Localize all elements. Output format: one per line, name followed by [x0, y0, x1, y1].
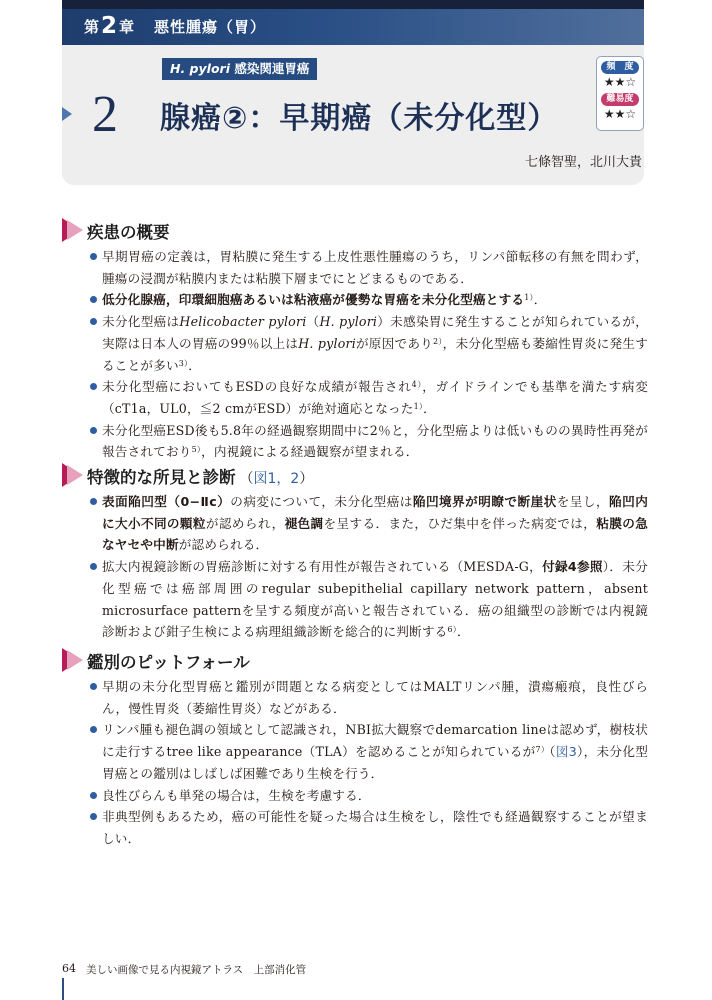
bullet-text: ）未感染胃に発生することが知られているが，実際は日本人の胃癌の99％以上は [102, 314, 649, 351]
list-item [102, 719, 648, 784]
bullet-text: ），未分化型胃癌との鑑別はしばしば困難であり生検を行う． [102, 744, 649, 781]
bullet-text: リンパ腫も褪色調の領域として認識され，NBI拡大観察でdemarcation lineは認めず，樹枝状に走行するtree like appearance（TLA）を認めることが知られているが [102, 722, 649, 760]
section-arrow-icon [62, 107, 72, 121]
bullet-text: ，未分化型癌も萎縮性胃炎に発生することが多い [102, 335, 649, 373]
bullet-text: 早期の未分化型胃癌と鑑別が問題となる病変としてはMALTリンパ腫，潰瘍瘢痕，良性びらん，慢性胃炎（萎縮性胃炎）などがある． [102, 679, 648, 716]
page-number: 64 [62, 962, 76, 975]
list-item [102, 246, 648, 289]
bullet-list [62, 246, 648, 463]
section-heading [62, 463, 648, 487]
list-item [102, 491, 648, 556]
heading-triangle-highlight-icon [67, 220, 83, 240]
section-heading [62, 648, 648, 672]
bullet-text: を呈する．また，ひだ集中を伴った病変では， [323, 515, 597, 531]
italic-text: H. pylori [319, 314, 378, 330]
chapter-number: 2 [101, 13, 118, 39]
list-item [102, 785, 648, 807]
bullet-text: （ [306, 314, 320, 330]
bullet-bold-text: 低分化腺癌，印環細胞癌あるいは粘液癌が優勢な胃癌を未分化型癌とする [102, 292, 525, 308]
citation: 1） [413, 401, 424, 411]
section-pitfalls [62, 648, 648, 850]
section-findings [62, 463, 648, 643]
section-number: 2 [92, 86, 118, 143]
topic-italic: H. pylori [170, 61, 230, 76]
section-heading [62, 218, 648, 242]
topic-rest: 感染関連胃癌 [234, 61, 310, 76]
difficulty-stars-icon: ★★☆ [603, 107, 637, 121]
footer-rule [62, 978, 64, 1000]
bullet-bold-text: 表面陥凹型（0−Ⅱc） [102, 494, 231, 509]
list-item [102, 420, 648, 463]
section-title [87, 464, 313, 488]
citation: 1） [524, 293, 534, 303]
italic-text: H. pylori [298, 335, 356, 351]
ref-bracket: （ [239, 471, 254, 487]
citation: 5） [191, 445, 202, 455]
bullet-text: 未分化型癌ESD後も5.8年の経過観察期間中に2％と，分化型癌よりは低いものの異時性再発が報告されており [102, 422, 648, 460]
bullet-text: ． [188, 357, 202, 373]
citation: 6） [447, 625, 457, 635]
heading-triangle-highlight-icon [67, 465, 83, 485]
bullet-text: が認められる． [178, 537, 269, 553]
bullet-text: （ [549, 744, 556, 760]
chapter-label [84, 12, 266, 38]
citation: 2） [433, 336, 443, 346]
difficulty-label: 難易度 [601, 93, 639, 106]
bullet-text: が認められ， [205, 515, 285, 531]
bullet-text: ）．未分化型癌では癌部周囲のregular subepithelial capillary network pattern，absent microsurface patternを呈する頻度が高いと報告されている．癌の組織型の診断では内視鏡診断および鉗子生検による病理組織診断を総合的に判断する [102, 559, 648, 640]
list-item [102, 806, 648, 849]
bullet-text: 早期胃癌の定義は，胃粘膜に発生する上皮性悪性腫瘍のうち，リンパ節転移の有無を問わず，腫瘍の浸潤が粘膜内または粘膜下層までにとどまるものである． [102, 249, 648, 286]
title-panel [62, 45, 644, 185]
bullet-text: ． [533, 292, 547, 308]
section-title: 疾患の概要 [87, 223, 170, 242]
bullet-bold-text: 粘膜の急なヤセや中断 [102, 515, 648, 553]
chapter-suffix: 章 [119, 18, 135, 36]
figure-link[interactable]: 図3 [555, 744, 577, 760]
bullet-bold-text: 褪色調 [284, 515, 324, 531]
bullet-bold-text: 陥凹境界が明瞭で断崖状 [412, 494, 557, 509]
bullet-text: 非典型例もあるため，癌の可能性を疑った場合は生検をし，陰性でも経過観察することが望ましい． [102, 809, 648, 846]
bullet-text: ． [423, 400, 436, 416]
section-overview [62, 218, 648, 463]
figure-link[interactable]: 図1，2 [253, 471, 300, 487]
list-item [102, 311, 648, 376]
ref-bracket: ） [299, 471, 314, 487]
topic-badge [162, 58, 317, 80]
bullet-text: 未分化型癌においてもESDの良好な成績が報告され [102, 379, 412, 395]
bullet-text: が原因であり [355, 335, 434, 351]
bullet-text: ，ガイドラインでも基準を満たす病変（cT1a，UL0，≦2 cmがESD）が絶対適応となった [102, 379, 648, 416]
section-title-text: 特徴的な所見と診断 [87, 468, 236, 487]
bullet-text: ． [456, 624, 470, 640]
chapter-header-bar [62, 0, 644, 45]
bullet-text: 拡大内視鏡診断の胃癌診断に対する有用性が報告されている（MESDA-G， [102, 559, 543, 575]
page-title: 腺癌②：早期癌（未分化型） [160, 101, 559, 136]
rating-box [596, 56, 644, 131]
list-item [102, 676, 648, 719]
frequency-label: 頻 度 [601, 61, 639, 74]
heading-triangle-highlight-icon [67, 650, 83, 670]
italic-text: Helicobacter pylori [179, 314, 307, 330]
bullet-text: を呈し， [556, 494, 610, 509]
bullet-list [62, 676, 648, 850]
bullet-list [62, 491, 648, 643]
list-item [102, 556, 648, 643]
figure-reference [240, 471, 314, 487]
citation: 4） [411, 380, 423, 390]
appendix-link[interactable]: 付録4参照 [542, 559, 603, 575]
list-item [102, 376, 648, 419]
book-title: 美しい画像で見る内視鏡アトラス 上部消化管 [86, 964, 307, 976]
frequency-stars-icon: ★★☆ [603, 75, 637, 89]
bullet-text: の病変について，未分化型癌は [230, 494, 413, 509]
citation: 3） [178, 358, 189, 368]
authors: 七條智聖，北川大貴 [524, 155, 642, 170]
citation: 7） [535, 745, 550, 755]
bullet-text: 未分化型癌は [102, 314, 180, 330]
section-title: 鑑別のピットフォール [87, 653, 250, 672]
bullet-text: 良性びらんも単発の場合は，生検を考慮する． [102, 787, 371, 803]
bullet-text: ，内視鏡による経過観察が望まれる． [201, 444, 419, 460]
list-item [102, 289, 648, 311]
chapter-name: 悪性腫瘍（胃） [154, 18, 267, 36]
bullet-bold-text: 陥凹内に大小不同の顆粒 [102, 494, 648, 531]
chapter-prefix: 第 [84, 18, 100, 36]
chapter-bar-top-edge [62, 0, 644, 9]
